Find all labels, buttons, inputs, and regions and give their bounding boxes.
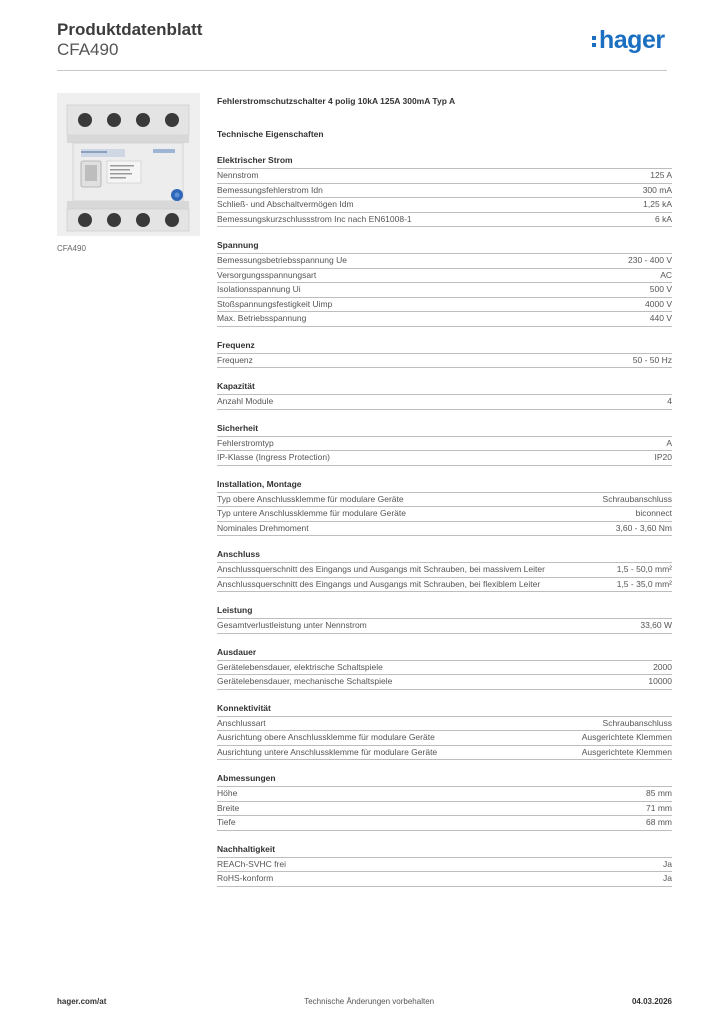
spec-value: Ausgerichtete Klemmen bbox=[581, 746, 672, 757]
spec-row bbox=[217, 282, 672, 297]
spec-row bbox=[217, 857, 672, 872]
spec-value: 6 kA bbox=[654, 213, 672, 224]
image-caption: CFA490 bbox=[57, 244, 86, 253]
spec-section bbox=[217, 772, 672, 831]
spec-row bbox=[217, 815, 672, 831]
spec-section bbox=[217, 646, 672, 690]
spec-label: Anzahl Module bbox=[217, 396, 274, 406]
spec-sections bbox=[217, 154, 672, 887]
spec-label: Typ untere Anschlussklemme für modulare Geräte bbox=[217, 508, 406, 518]
spec-row bbox=[217, 577, 672, 593]
spec-value: 1,25 kA bbox=[643, 199, 672, 209]
spec-value: 2000 bbox=[653, 661, 672, 672]
spec-row bbox=[217, 168, 672, 183]
spec-content bbox=[217, 96, 672, 899]
spec-value: Schraubanschluss bbox=[602, 717, 672, 728]
spec-value: AC bbox=[660, 269, 672, 280]
spec-row bbox=[217, 786, 672, 801]
spec-value: Ausgerichtete Klemmen bbox=[581, 732, 672, 742]
spec-value: Ja bbox=[663, 858, 672, 869]
spec-section bbox=[217, 548, 672, 592]
spec-section bbox=[217, 239, 672, 327]
spec-value: 4 bbox=[667, 396, 672, 406]
spec-row bbox=[217, 618, 672, 634]
spec-value: 500 V bbox=[649, 284, 672, 294]
spec-row bbox=[217, 268, 672, 283]
spec-value: 3,60 - 3,60 Nm bbox=[615, 522, 672, 533]
spec-label: IP-Klasse (Ingress Protection) bbox=[217, 452, 330, 462]
spec-label: Stoßspannungsfestigkeit Uimp bbox=[217, 298, 333, 309]
spec-value: IP20 bbox=[654, 452, 672, 462]
spec-value: 33,60 W bbox=[640, 620, 672, 630]
spec-row bbox=[217, 450, 672, 466]
footer-disclaimer: Technische Änderungen vorbehalten bbox=[304, 997, 435, 1006]
section-title: Abmessungen bbox=[217, 773, 276, 783]
spec-row bbox=[217, 871, 672, 887]
spec-label: Max. Betriebsspannung bbox=[217, 313, 307, 323]
spec-label: Schließ- und Abschaltvermögen Idm bbox=[217, 199, 354, 209]
spec-row bbox=[217, 506, 672, 521]
spec-label: Bemessungsbetriebsspannung Ue bbox=[217, 255, 347, 265]
spec-row bbox=[217, 183, 672, 198]
spec-label: Nennstrom bbox=[217, 170, 259, 180]
spec-row bbox=[217, 801, 672, 816]
spec-label: Bemessungsfehlerstrom Idn bbox=[217, 184, 323, 195]
spec-row bbox=[217, 562, 672, 577]
spec-label: Ausrichtung untere Anschlussklemme für modulare Geräte bbox=[217, 746, 438, 757]
spec-row bbox=[217, 436, 672, 451]
spec-value: Ja bbox=[663, 873, 672, 883]
spec-row bbox=[217, 492, 672, 507]
spec-heading: Technische Eigenschaften bbox=[217, 129, 324, 139]
spec-section bbox=[217, 604, 672, 634]
spec-value: Schraubanschluss bbox=[602, 493, 672, 504]
spec-label: Frequenz bbox=[217, 354, 253, 365]
spec-value: 125 A bbox=[650, 170, 672, 180]
section-title: Elektrischer Strom bbox=[217, 155, 293, 165]
spec-row bbox=[217, 716, 672, 731]
logo-text: hager bbox=[599, 26, 665, 54]
spec-value: 440 V bbox=[649, 313, 672, 323]
spec-label: REACh-SVHC frei bbox=[217, 858, 286, 869]
spec-label: Anschlussquerschnitt des Eingangs und Ausgangs mit Schrauben, bei massivem Leiter bbox=[217, 564, 545, 574]
spec-label: Gesamtverlustleistung unter Nennstrom bbox=[217, 620, 367, 630]
spec-section bbox=[217, 478, 672, 537]
hager-logo bbox=[592, 26, 665, 54]
spec-section bbox=[217, 380, 672, 410]
spec-section bbox=[217, 422, 672, 466]
spec-value: 1,5 - 50,0 mm² bbox=[616, 564, 672, 574]
spec-row bbox=[217, 394, 672, 410]
section-title: Kapazität bbox=[217, 381, 255, 391]
spec-label: Gerätelebensdauer, elektrische Schaltspiele bbox=[217, 661, 383, 672]
spec-row bbox=[217, 353, 672, 369]
document-title: Produktdatenblatt bbox=[57, 20, 203, 39]
spec-label: Ausrichtung obere Anschlussklemme für modulare Geräte bbox=[217, 732, 435, 742]
section-title: Frequenz bbox=[217, 339, 255, 350]
spec-label: Breite bbox=[217, 802, 240, 813]
spec-row bbox=[217, 674, 672, 690]
section-title: Leistung bbox=[217, 605, 253, 615]
product-description: Fehlerstromschutzschalter 4 polig 10kA 125A 300mA Typ A bbox=[217, 96, 456, 106]
footer-date: 04.03.2026 bbox=[631, 997, 672, 1006]
spec-label: Anschlussart bbox=[217, 717, 266, 728]
spec-value: 68 mm bbox=[646, 817, 672, 827]
header-divider bbox=[57, 70, 667, 71]
logo-colon-icon bbox=[592, 32, 597, 49]
spec-label: Fehlerstromtyp bbox=[217, 437, 274, 448]
circuit-breaker-illustration bbox=[57, 93, 200, 236]
product-code: CFA490 bbox=[57, 40, 119, 59]
spec-label: Typ obere Anschlussklemme für modulare Geräte bbox=[217, 493, 404, 504]
spec-value: 10000 bbox=[648, 676, 672, 686]
section-title: Installation, Montage bbox=[217, 478, 302, 489]
section-title: Ausdauer bbox=[217, 646, 257, 657]
spec-label: Anschlussquerschnitt des Eingangs und Ausgangs mit Schrauben, bei flexiblem Leiter bbox=[217, 578, 541, 589]
spec-value: A bbox=[666, 437, 672, 448]
section-title: Anschluss bbox=[217, 549, 260, 559]
spec-label: Höhe bbox=[217, 788, 238, 798]
spec-label: Versorgungsspannungsart bbox=[217, 269, 317, 280]
spec-row bbox=[217, 212, 672, 228]
spec-row bbox=[217, 730, 672, 745]
page-footer bbox=[57, 997, 672, 1006]
spec-label: RoHS-konform bbox=[217, 873, 274, 883]
spec-value: 300 mA bbox=[642, 184, 672, 195]
spec-value: 85 mm bbox=[646, 788, 672, 798]
section-title: Sicherheit bbox=[217, 422, 259, 433]
spec-value: 50 - 50 Hz bbox=[632, 354, 672, 365]
section-title: Nachhaltigkeit bbox=[217, 843, 276, 854]
footer-website: hager.com/at bbox=[57, 997, 107, 1006]
spec-section bbox=[217, 702, 672, 761]
spec-row bbox=[217, 311, 672, 327]
spec-label: Bemessungskurzschlussstrom Inc nach EN61008-1 bbox=[217, 213, 412, 224]
spec-row bbox=[217, 660, 672, 675]
spec-label: Nominales Drehmoment bbox=[217, 522, 309, 533]
spec-label: Tiefe bbox=[217, 817, 236, 827]
document-header bbox=[57, 20, 202, 60]
spec-row bbox=[217, 297, 672, 312]
spec-value: 1,5 - 35,0 mm² bbox=[616, 578, 672, 589]
section-title: Konnektivität bbox=[217, 702, 271, 713]
spec-row bbox=[217, 745, 672, 761]
section-title: Spannung bbox=[217, 240, 259, 250]
spec-row bbox=[217, 521, 672, 537]
spec-value: 230 - 400 V bbox=[628, 255, 672, 265]
spec-section bbox=[217, 339, 672, 369]
spec-label: Isolationsspannung Ui bbox=[217, 284, 301, 294]
spec-value: biconnect bbox=[635, 508, 672, 518]
spec-section bbox=[217, 843, 672, 887]
spec-label: Gerätelebensdauer, mechanische Schaltspiele bbox=[217, 676, 393, 686]
spec-value: 71 mm bbox=[646, 802, 672, 813]
product-image bbox=[57, 93, 200, 236]
spec-row bbox=[217, 253, 672, 268]
spec-row bbox=[217, 197, 672, 212]
spec-section bbox=[217, 154, 672, 227]
spec-value: 4000 V bbox=[645, 298, 672, 309]
